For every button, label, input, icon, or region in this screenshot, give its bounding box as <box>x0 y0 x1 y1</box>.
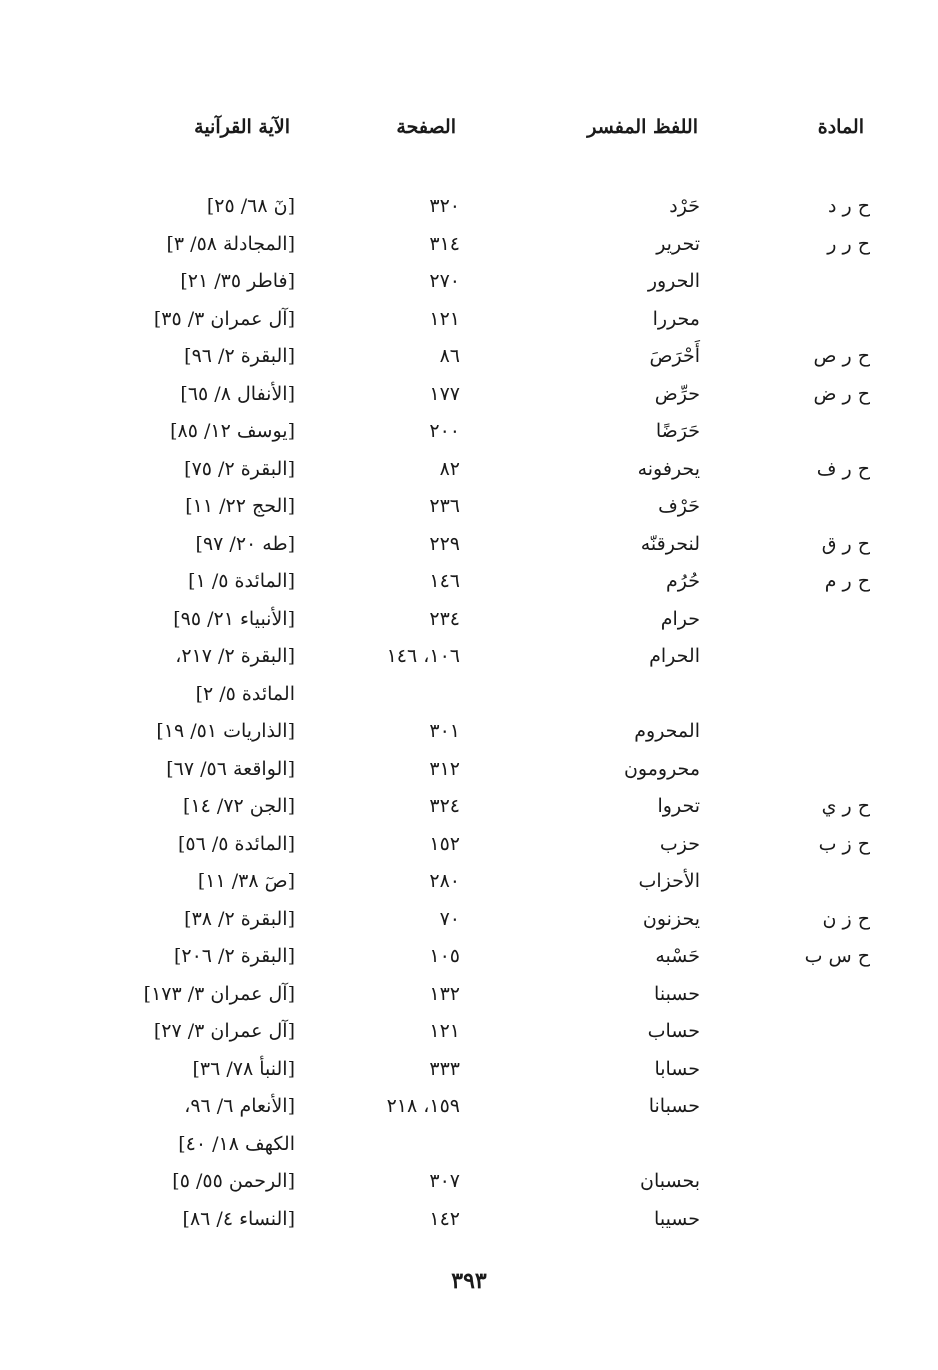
table-row <box>0 1016 938 1054</box>
word-cell: حسبانا <box>648 1095 700 1117</box>
table-row <box>0 491 938 529</box>
page-number: ٣٩٣ <box>451 1268 487 1294</box>
table-row <box>0 379 938 417</box>
verse-ref-cell: [نٓ ٦٨/ ٢٥] <box>206 195 295 217</box>
verse-ref-cell: [النساء ٤/ ٨٦] <box>182 1207 295 1230</box>
verse-ref-cell: المائدة ٥/ ٢] <box>195 682 295 705</box>
table-row <box>0 641 938 679</box>
verse-ref-cell: [آل عمران ٣/ ٣٥] <box>153 307 295 330</box>
page-ref-cell: ١٤٦ <box>429 570 460 592</box>
verse-ref-cell: [الواقعة ٥٦/ ٦٧] <box>166 757 295 780</box>
verse-ref-cell: [الرحمن ٥٥/ ٥] <box>172 1170 295 1192</box>
page-ref-cell: ٧٠ <box>439 907 460 930</box>
verse-ref-cell: [آل عمران ٣/ ٢٧] <box>153 1020 295 1042</box>
table-row <box>0 1091 938 1129</box>
word-cell: حسابا <box>654 1057 700 1080</box>
page-ref-cell: ٣٢٤ <box>429 795 460 817</box>
table-row <box>0 941 938 979</box>
root-cell: ح ز ب <box>818 832 870 855</box>
page-ref-cell: ٣٠٧ <box>429 1170 460 1192</box>
page-ref-cell: ٣٢٠ <box>429 195 460 217</box>
table-row <box>0 866 938 904</box>
table-row <box>0 566 938 604</box>
verse-ref-cell: [يوسف ١٢/ ٨٥] <box>170 420 295 442</box>
table-row <box>0 229 938 267</box>
verse-ref-cell: [الجن ٧٢/ ١٤] <box>183 795 295 817</box>
root-cell: ح ر ي <box>821 795 870 817</box>
page-ref-cell: ١٥٢ <box>429 832 460 855</box>
verse-ref-cell: [فاطر ٣٥/ ٢١] <box>180 270 295 292</box>
table-row <box>0 604 938 642</box>
word-cell: حسبنا <box>654 982 700 1005</box>
verse-ref-cell: [طه ٢٠/ ٩٧] <box>195 532 295 555</box>
root-cell: ح ر م <box>824 570 870 592</box>
index-table <box>0 191 938 1241</box>
word-cell: المحروم <box>634 720 700 742</box>
table-row <box>0 1054 938 1092</box>
root-cell: ح س ب <box>804 945 870 967</box>
table-row <box>0 454 938 492</box>
root-cell: ح ر ر <box>827 232 870 255</box>
root-cell: ح ز ن <box>822 907 870 930</box>
page-ref-cell: ١٠٥ <box>429 945 460 967</box>
table-row <box>0 529 938 567</box>
word-cell: حساب <box>647 1020 700 1042</box>
word-cell: حرِّض <box>654 382 700 405</box>
verse-ref-cell: [البقرة ٢/ ٢٠٦] <box>173 945 295 967</box>
verse-ref-cell: [الأنبياء ٢١/ ٩٥] <box>173 607 295 630</box>
word-cell: تحرير <box>656 232 700 255</box>
table-row <box>0 716 938 754</box>
page-ref-cell: ٣١٤ <box>429 232 460 255</box>
verse-ref-cell: [آل عمران ٣/ ١٧٣] <box>143 982 295 1005</box>
word-cell: حسيبا <box>654 1207 700 1230</box>
table-row <box>0 416 938 454</box>
table-row <box>0 679 938 717</box>
table-row <box>0 1166 938 1204</box>
word-cell: الحرام <box>649 645 700 667</box>
verse-ref-cell: الكهف ١٨/ ٤٠] <box>178 1132 295 1155</box>
verse-ref-cell: [الأنعام ٦/ ٩٦، <box>184 1095 295 1117</box>
word-cell: لنحرقنّه <box>640 532 700 555</box>
verse-ref-cell: [البقرة ٢/ ٣٨] <box>184 907 295 930</box>
table-row <box>0 1129 938 1167</box>
table-row <box>0 191 938 229</box>
verse-ref-cell: [صٓ ٣٨/ ١١] <box>197 870 295 892</box>
verse-ref-cell: [البقرة ٢/ ٩٦] <box>184 345 295 367</box>
word-cell: الحرور <box>647 270 700 292</box>
table-row <box>0 754 938 792</box>
page-ref-cell: ١٠٦، ١٤٦ <box>386 645 460 667</box>
page-ref-cell: ١٧٧ <box>429 382 460 405</box>
root-cell: ح ر ف <box>816 457 870 480</box>
table-row <box>0 904 938 942</box>
table-row <box>0 341 938 379</box>
page-ref-cell: ٣١٢ <box>429 757 460 780</box>
root-cell: ح ر ق <box>821 532 870 555</box>
verse-ref-cell: [البقرة ٢/ ٢١٧، <box>175 645 295 667</box>
page-ref-cell: ٨٦ <box>439 345 460 367</box>
header-lafz: اللفظ المفسر <box>587 116 698 138</box>
word-cell: حُرُم <box>666 570 700 592</box>
page-ref-cell: ١٢١ <box>429 1020 460 1042</box>
page-ref-cell: ١٥٩، ٢١٨ <box>386 1095 460 1117</box>
word-cell: الأحزاب <box>638 870 700 892</box>
word-cell: حَسْبه <box>655 945 700 967</box>
page-ref-cell: ٢٣٦ <box>429 495 460 517</box>
root-cell: ح ر ض <box>813 382 870 405</box>
table-row <box>0 1204 938 1242</box>
root-cell: ح ر ص <box>813 345 870 367</box>
page-ref-cell: ٢٧٠ <box>429 270 460 292</box>
word-cell: بحسبان <box>640 1170 700 1192</box>
page-ref-cell: ٢٠٠ <box>429 420 460 442</box>
root-cell: ح ر د <box>828 195 870 217</box>
page-ref-cell: ٢٨٠ <box>429 870 460 892</box>
table-row <box>0 791 938 829</box>
word-cell: حَرْد <box>669 195 700 217</box>
page-ref-cell: ٢٣٤ <box>429 607 460 630</box>
verse-ref-cell: [المائدة ٥/ ١] <box>188 570 295 592</box>
page-ref-cell: ١٤٢ <box>429 1207 460 1230</box>
word-cell: حزب <box>659 832 700 855</box>
word-cell: حَرَضًا <box>655 420 700 442</box>
page-ref-cell: ٣٣٣ <box>429 1057 460 1080</box>
table-row <box>0 829 938 867</box>
word-cell: يحزنون <box>642 907 700 930</box>
verse-ref-cell: [البقرة ٢/ ٧٥] <box>184 457 295 480</box>
verse-ref-cell: [المائدة ٥/ ٥٦] <box>177 832 295 855</box>
verse-ref-cell: [النبأ ٧٨/ ٣٦] <box>192 1057 295 1080</box>
page-ref-cell: ١٣٢ <box>429 982 460 1005</box>
word-cell: محررا <box>652 307 700 330</box>
word-cell: تحروا <box>657 795 700 817</box>
verse-ref-cell: [المجادلة ٥٨/ ٣] <box>166 232 295 255</box>
verse-ref-cell: [الأنفال ٨/ ٦٥] <box>180 382 295 405</box>
word-cell: محرومون <box>623 757 700 780</box>
verse-ref-cell: [الحج ٢٢/ ١١] <box>185 495 295 517</box>
header-page: الصفحة <box>396 116 456 138</box>
table-row <box>0 979 938 1017</box>
word-cell: أَحْرَصَ <box>649 345 700 367</box>
page-ref-cell: ٨٢ <box>439 457 460 480</box>
table-row <box>0 266 938 304</box>
page-ref-cell: ٢٢٩ <box>429 532 460 555</box>
word-cell: حَرْف <box>658 495 700 517</box>
table-row <box>0 304 938 342</box>
header-aya: الآية القرآنية <box>194 116 290 138</box>
header-madda: المادة <box>817 116 864 138</box>
word-cell: يحرفونه <box>637 457 700 480</box>
page-ref-cell: ٣٠١ <box>429 720 460 742</box>
page-ref-cell: ١٢١ <box>429 307 460 330</box>
verse-ref-cell: [الذاريات ٥١/ ١٩] <box>156 720 295 742</box>
word-cell: حرام <box>660 607 700 630</box>
